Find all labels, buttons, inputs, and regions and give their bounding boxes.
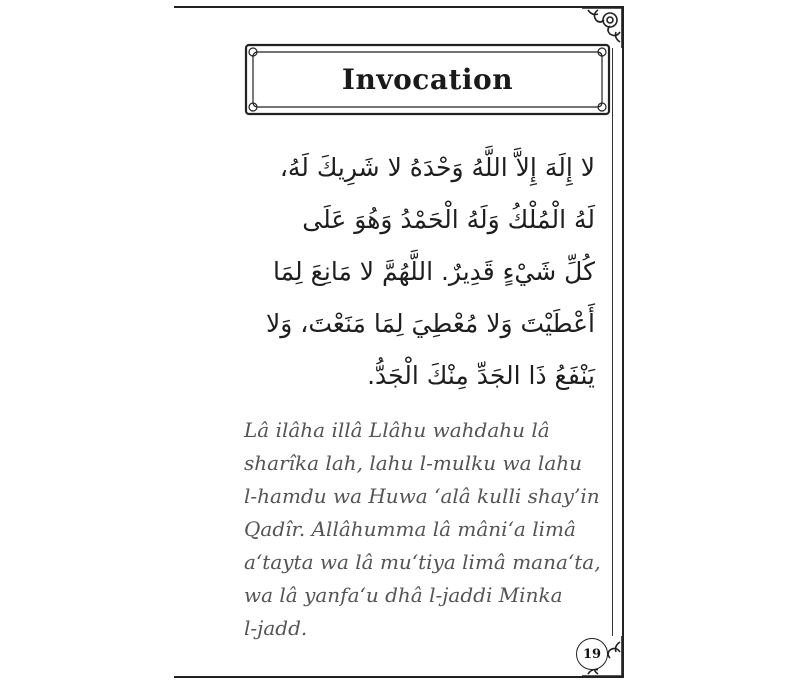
transliteration-line: Lâ ilâha illâ Llâhu wahdahu lâ (244, 418, 550, 442)
arabic-line: أَعْطَيْتَ وَلا مُعْطِيَ لِمَا مَنَعْتَ، وَلا (266, 309, 595, 338)
page-number: 19 (576, 638, 608, 670)
transliteration-line: sharîka lah, lahu l-mulku wa lahu (244, 451, 583, 475)
page-title: Invocation (341, 63, 514, 96)
arabic-line: لا إِلَهَ إِلاَّ اللَّهُ وَحْدَهُ لا شَرِيكَ لَهُ، (279, 153, 595, 182)
transliteration-text (244, 414, 614, 645)
arabic-text (240, 142, 595, 402)
transliteration-line: wa lâ yanfa‘u dhâ l-jaddi Minka (244, 583, 563, 607)
arabic-line: يَنْفَعُ ذَا الجَدِّ مِنْكَ الْجَدُّ. (367, 361, 595, 390)
transliteration-line: l-hamdu wa Huwa ‘alâ kulli shay’in (244, 484, 600, 508)
transliteration-line: l-jadd. (244, 616, 308, 640)
transliteration-line: Qadîr. Allâhumma lâ mâni‘a limâ (244, 517, 576, 541)
title-frame (244, 43, 611, 116)
transliteration-line: a‘tayta wa lâ mu‘tiya limâ mana‘ta, (244, 550, 601, 574)
arabic-line: لَهُ الْمُلْكُ وَلَهُ الْحَمْدُ وَهُوَ عَلَى (302, 205, 595, 234)
arabic-line: كُلِّ شَيْءٍ قَدِيرٌ. اللَّهُمَّ لا مَانِعَ لِمَا (272, 257, 595, 286)
